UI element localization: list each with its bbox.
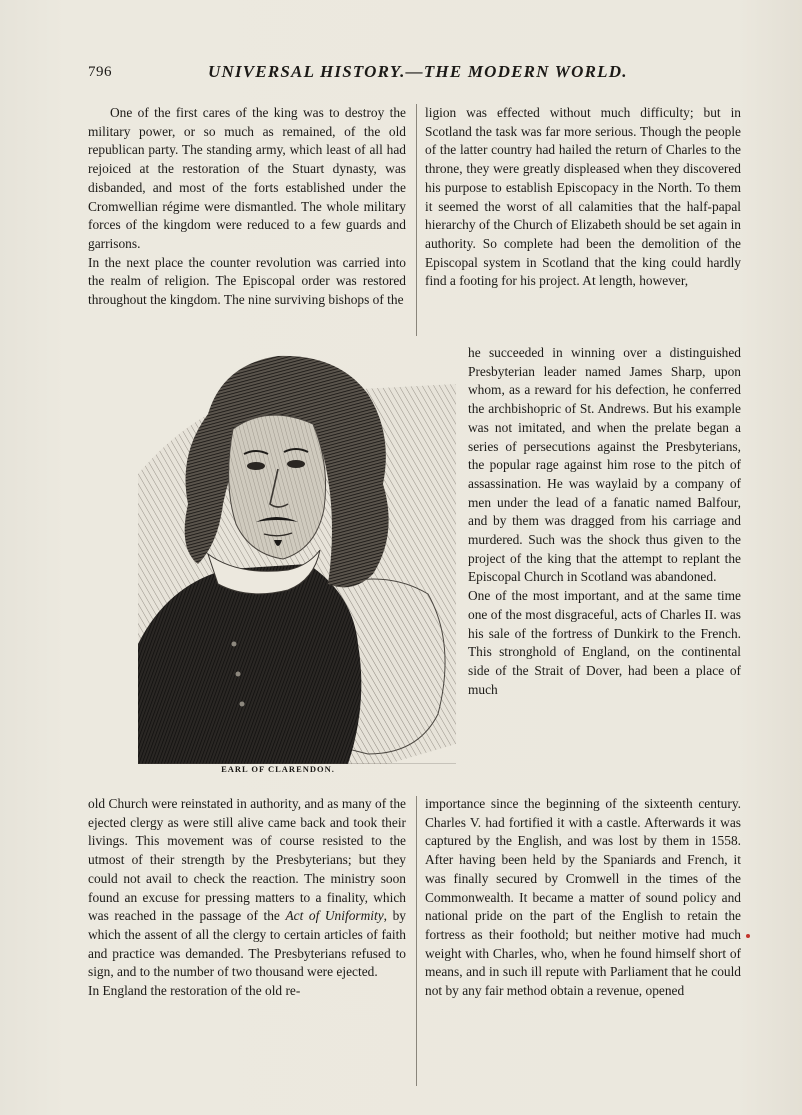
page-header bbox=[88, 62, 748, 86]
column-left-top bbox=[88, 104, 406, 310]
column-right-beside-portrait bbox=[468, 344, 741, 699]
paragraph bbox=[88, 795, 406, 982]
act-title: Act of Uniformity bbox=[285, 908, 384, 924]
paragraph: importance since the beginning of the sixteenth century. Charles V. had fortified it with a castle. Afterwards it was captured by the English, and was lost by them in 1558. After having been held by the Spaniards and French, it was finally secured by Cromwell in the times of the Commonwealth. It became a matter of sound policy and national pride on the part of the English to retain the fortress as their foothold; but neither motive had much weight with Charles, who, when he found himself short of means, and in such ill repute with Parliament that he could not by any fair method obtain a revenue, opened bbox=[425, 796, 741, 999]
ink-mark bbox=[746, 934, 750, 938]
paragraph: he succeeded in winning over a distinguished Presbyterian leader named James Sharp, upon whom, as a reward for his defection, he conferred the archbishopric of St. Andrews. But his example was not imitated, and when the prelate began a series of persecutions against the Presbyterians, the popular rage against him rose to the pitch of assassination. He was waylaid by a company of men under the lead of a fanatic named Balfour, and by them was dragged from his carriage and murdered. Such was the shock thus given to the project of the king that the attempt to replant the Episcopal Church in Scotland was abandoned. bbox=[468, 345, 741, 585]
text-run: old Church were reinstated in authority, and as many of the ejected clergy as were still alive came back and took their livings. This movement was of course resisted to the utmost of their strength by the Presbyterians; but they could not avail to check the reaction. The ministry soon found an excuse for pressing matters to a finality, which was reached in the passage of the bbox=[88, 796, 406, 924]
paragraph: In England the restoration of the old re- bbox=[88, 983, 301, 999]
portrait-caption: EARL OF CLARENDON. bbox=[221, 764, 335, 774]
running-title: UNIVERSAL HISTORY.—THE MODERN WORLD. bbox=[208, 62, 628, 81]
text-run: , by which the assent of all the clergy to certain articles of faith and practice was demanded. The Presbyterians refused to sign, and to the number of two thousand were ejected. bbox=[88, 908, 406, 980]
portrait-engraving bbox=[138, 344, 456, 764]
paragraph: One of the first cares of the king was to destroy the military power, or so much as remained, of the old republican party. The standing army, which least of all had rejoiced at the restoration of the Stuart dynasty, was disbanded, and most of the forts established under the Cromwellian régime were dismantled. The whole military forces of the kingdom were reduced to a few guards and garrisons. bbox=[88, 105, 406, 251]
page-number: 796 bbox=[88, 64, 112, 80]
column-right-bottom bbox=[425, 795, 741, 1001]
paragraph: One of the most important, and at the same time one of the most disgraceful, acts of Charles II. was his sale of the fortress of Dunkirk to the French. This stronghold of England, on the continental side of the Strait of Dover, had been a place of much bbox=[468, 588, 741, 697]
paragraph: ligion was effected without much difficulty; but in Scotland the task was far more serious. Though the people of the latter country had hailed the return of Charles to the throne, they were greatly displeased when they discovered his purpose to establish Episcopacy in the North. To them it seemed the worst of all calamities that the half-papal hierarchy of the Church of Elizabeth should be set again in authority. So complete had been the demolition of the Episcopal system in Scotland that the king could hardly find a footing for his project. At length, however, bbox=[425, 105, 741, 289]
column-right-top bbox=[425, 104, 741, 291]
column-rule bbox=[416, 104, 417, 336]
column-left-bottom bbox=[88, 795, 406, 1001]
paragraph: In the next place the counter revolution was carried into the realm of religion. The Episcopal order was restored throughout the kingdom. The nine surviving bishops of the bbox=[88, 254, 406, 308]
column-rule bbox=[416, 796, 417, 1086]
